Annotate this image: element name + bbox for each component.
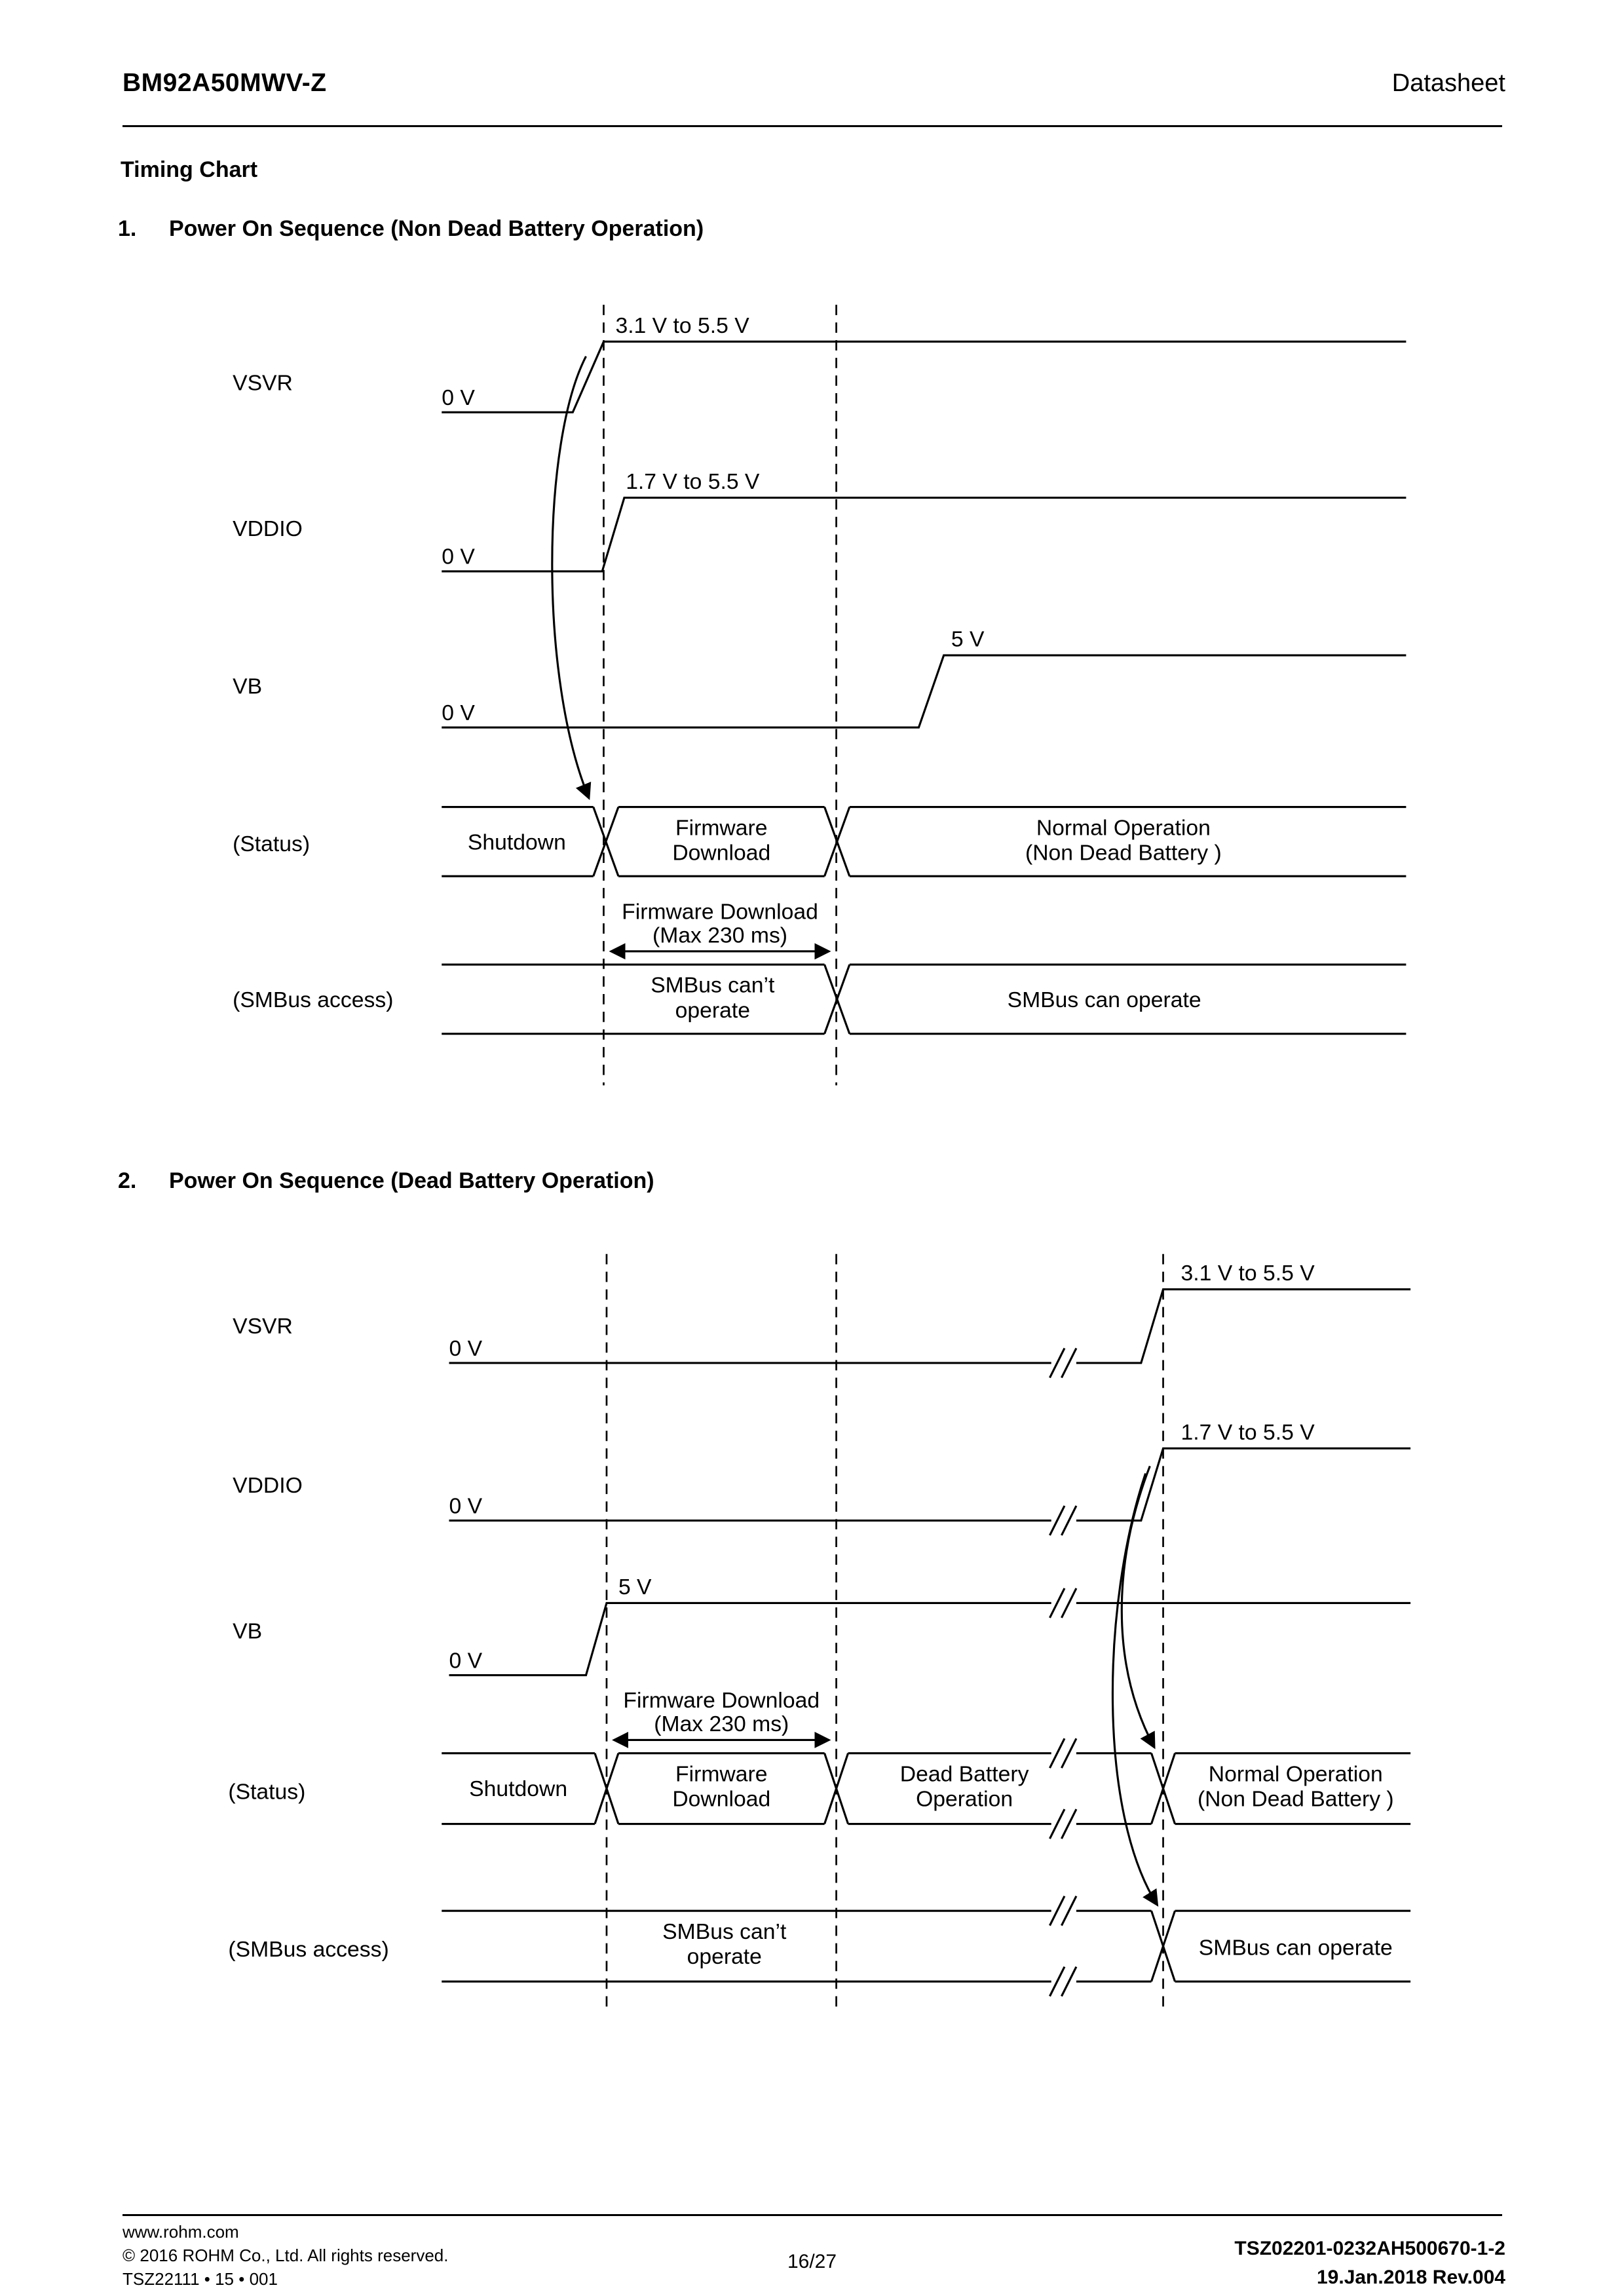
break-mark xyxy=(1049,1349,1064,1378)
vsvr-zero-label: 0 V xyxy=(442,385,475,410)
status-normal-label-line2: (Non Dead Battery ) xyxy=(1025,840,1222,866)
fw-download-note-line1: Firmware Download xyxy=(623,1687,820,1713)
signal-label-vddio: VDDIO xyxy=(233,1472,303,1498)
vsvr-zero-label: 0 V xyxy=(449,1335,483,1361)
signal-label-smbus: (SMBus access) xyxy=(233,987,394,1013)
footer-right-block xyxy=(1234,2234,1505,2292)
footer-code: TSZ22111 • 15 • 001 xyxy=(123,2269,278,2289)
vddio-waveform xyxy=(449,1448,1410,1535)
smbus-cant-label-line2: operate xyxy=(687,1944,762,1970)
break-mark xyxy=(1061,1738,1076,1768)
status-dead-battery-label-line2: Operation xyxy=(916,1786,1013,1812)
break-mark xyxy=(1049,1506,1064,1535)
diagram1-waveforms xyxy=(442,305,1406,1085)
break-mark xyxy=(1061,1896,1076,1926)
footer-doc-number: TSZ02201-0232AH500670-1-2 xyxy=(1234,2238,1505,2259)
section-1-number: 1. xyxy=(118,216,137,241)
trigger-arrow-smbus xyxy=(1112,1474,1157,1905)
page-number: 16/27 xyxy=(787,2251,837,2272)
smbus-cant-label-line1: SMBus can’t xyxy=(651,972,775,998)
vsvr-level-label: 3.1 V to 5.5 V xyxy=(1180,1261,1315,1286)
section-2-heading xyxy=(118,1168,654,1194)
diagram2-waveforms xyxy=(442,1254,1410,2006)
status-firmware-label-line1: Firmware xyxy=(675,1761,768,1787)
vddio-level-label: 1.7 V to 5.5 V xyxy=(626,469,760,495)
footer-copyright: © 2016 ROHM Co., Ltd. All rights reserved. xyxy=(123,2246,449,2265)
vddio-level-label: 1.7 V to 5.5 V xyxy=(1180,1419,1315,1445)
status-firmware-label-line1: Firmware xyxy=(675,815,768,841)
break-mark xyxy=(1061,1967,1076,1997)
fw-download-note-line2: (Max 230 ms) xyxy=(654,1711,789,1736)
trigger-arrow-status xyxy=(1122,1466,1154,1747)
signal-label-vsvr: VSVR xyxy=(233,370,293,396)
header-rule xyxy=(123,125,1502,127)
timing-diagram-2 xyxy=(0,1245,1624,2016)
break-mark xyxy=(1049,1738,1064,1768)
vb-level-label: 5 V xyxy=(951,626,985,652)
vb-zero-label: 0 V xyxy=(442,700,475,725)
fw-download-note-line2: (Max 230 ms) xyxy=(652,923,788,948)
vsvr-level-label: 3.1 V to 5.5 V xyxy=(615,313,749,338)
signal-label-vb: VB xyxy=(233,674,263,699)
vddio-zero-label: 0 V xyxy=(442,544,475,569)
break-mark xyxy=(1049,1809,1064,1839)
status-normal-label-line1: Normal Operation xyxy=(1036,815,1211,841)
break-mark xyxy=(1061,1506,1076,1535)
vb-zero-label: 0 V xyxy=(449,1648,483,1674)
vb-waveform xyxy=(449,1588,1410,1675)
signal-label-vsvr: VSVR xyxy=(233,1314,293,1339)
part-number: BM92A50MWV-Z xyxy=(123,69,327,97)
vddio-zero-label: 0 V xyxy=(449,1493,483,1519)
status-dead-battery-label-line1: Dead Battery xyxy=(899,1761,1029,1787)
break-mark xyxy=(1061,1349,1076,1378)
status-firmware-label-line2: Download xyxy=(672,1786,771,1812)
signal-label-vddio: VDDIO xyxy=(233,516,303,542)
status-shutdown-label: Shutdown xyxy=(467,830,566,855)
status-normal-label-line1: Normal Operation xyxy=(1208,1761,1383,1787)
section-2-title: Power On Sequence (Dead Battery Operation) xyxy=(169,1168,654,1193)
signal-label-smbus: (SMBus access) xyxy=(228,1936,389,1962)
smbus-cant-label-line2: operate xyxy=(675,997,750,1023)
trigger-arrow xyxy=(552,356,589,798)
footer-revision: 19.Jan.2018 Rev.004 xyxy=(1316,2267,1505,2288)
break-mark xyxy=(1049,1896,1064,1926)
section-1-title: Power On Sequence (Non Dead Battery Operation) xyxy=(169,216,704,241)
break-mark xyxy=(1049,1967,1064,1997)
signal-label-vb: VB xyxy=(233,1618,263,1644)
smbus-cant-label-line1: SMBus can’t xyxy=(662,1919,787,1944)
signal-label-status: (Status) xyxy=(228,1779,306,1805)
fw-download-note-line1: Firmware Download xyxy=(622,899,818,925)
timing-diagram-1 xyxy=(0,287,1624,1112)
vb-level-label: 5 V xyxy=(618,1574,652,1599)
footer-site[interactable]: www.rohm.com xyxy=(123,2222,239,2242)
signal-label-status: (Status) xyxy=(233,831,311,856)
break-mark xyxy=(1061,1809,1076,1839)
smbus-can-label: SMBus can operate xyxy=(1007,987,1201,1013)
break-mark xyxy=(1049,1588,1064,1618)
break-mark xyxy=(1061,1588,1076,1618)
vddio-waveform xyxy=(442,498,1406,571)
status-normal-label-line2: (Non Dead Battery ) xyxy=(1197,1786,1394,1812)
section-2-number: 2. xyxy=(118,1168,137,1193)
section-1-heading xyxy=(118,216,704,242)
smbus-can-label: SMBus can operate xyxy=(1198,1935,1393,1961)
status-firmware-label-line2: Download xyxy=(672,840,771,866)
smbus-band-waveform xyxy=(442,965,1406,1034)
doc-type-label: Datasheet xyxy=(1391,69,1505,97)
status-shutdown-label: Shutdown xyxy=(469,1776,568,1801)
footer-rule xyxy=(123,2214,1502,2216)
vsvr-waveform xyxy=(449,1290,1410,1378)
vsvr-waveform xyxy=(442,341,1406,412)
vb-waveform xyxy=(442,655,1406,727)
status-band-waveform xyxy=(442,807,1406,877)
timing-chart-title: Timing Chart xyxy=(121,157,258,182)
